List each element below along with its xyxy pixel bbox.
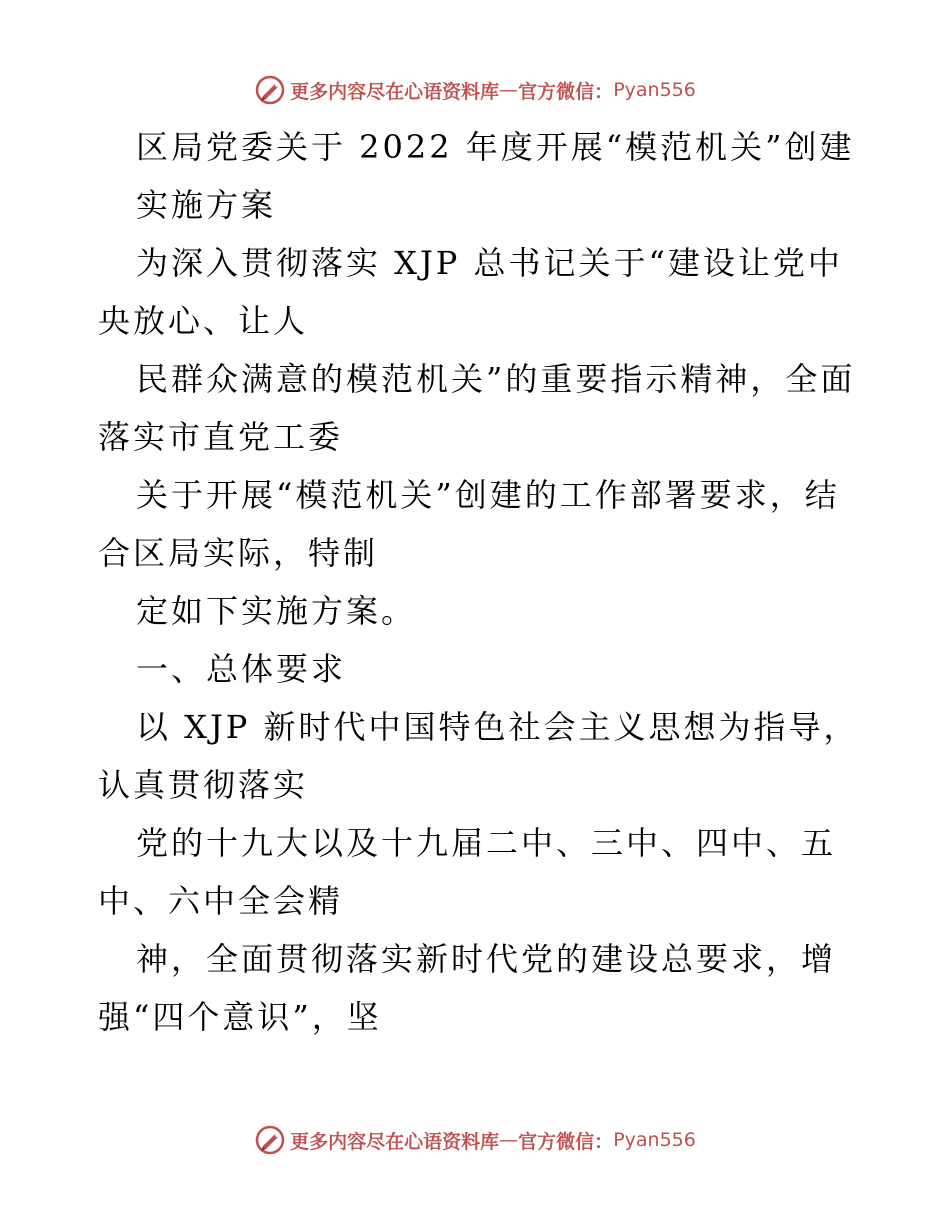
paragraph-line: 党的十九大以及十九届二中、三中、四中、五 [136, 824, 837, 862]
paragraph-line: 关于开展“模范机关”创建的工作部署要求，结 [136, 476, 840, 514]
paragraph-line: 神，全面贯彻落实新时代党的建设总要求，增 [136, 940, 837, 978]
paragraph-line: 定如下实施方案。 [136, 592, 417, 630]
paragraph-line: 央放心、让人 [98, 302, 309, 340]
paragraph-line: 合区局实际，特制 [98, 534, 379, 572]
paragraph-line: 强“四个意识”，坚 [98, 998, 382, 1036]
watermark-wechat-label: 官方微信： [518, 1130, 614, 1153]
watermark-site-text: 更多内容尽在心语资料库 [290, 80, 500, 103]
document-body [98, 118, 878, 1046]
paragraph-line: 民群众满意的模范机关”的重要指示精神，全面 [136, 360, 856, 398]
paragraph-line: 落实市直党工委 [98, 418, 344, 456]
paragraph-line: 为深入贯彻落实 XJP 总书记关于“建设让党中 [136, 244, 843, 282]
paragraph-line: 认真贯彻落实 [98, 766, 309, 804]
paragraph-line: 以 XJP 新时代中国特色社会主义思想为指导， [136, 708, 859, 746]
watermark-wechat-id: Pyan556 [613, 1129, 696, 1151]
pen-circle-logo-icon [254, 1124, 286, 1156]
document-title-line-2: 实施方案 [136, 186, 277, 224]
watermark-wechat-label: 官方微信： [518, 80, 614, 103]
watermark-dash: — [499, 79, 519, 101]
footer-watermark [0, 1120, 950, 1160]
paragraph-line: 中、六中全会精 [98, 882, 344, 920]
header-watermark [0, 70, 950, 110]
watermark-site-text: 更多内容尽在心语资料库 [290, 1130, 500, 1153]
pen-circle-logo-icon [254, 74, 286, 106]
watermark-dash: — [499, 1129, 519, 1151]
section-heading: 一、总体要求 [136, 650, 347, 688]
watermark-wechat-id: Pyan556 [613, 79, 696, 101]
document-title-line-1: 区局党委关于 2022 年度开展“模范机关”创建 [136, 128, 855, 166]
